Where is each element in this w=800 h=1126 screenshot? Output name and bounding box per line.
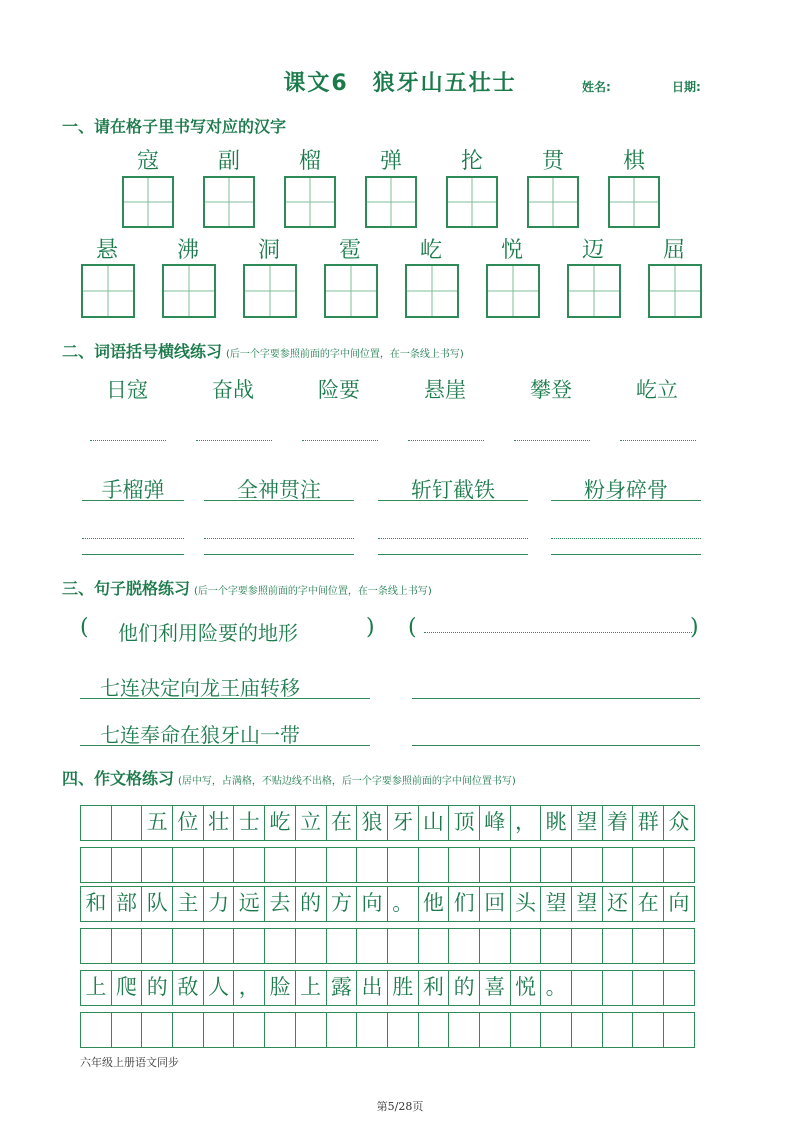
composition-cell[interactable]: 主 bbox=[173, 887, 204, 921]
composition-cell[interactable]: 的 bbox=[142, 971, 173, 1005]
page-title: 课文6 狼牙山五壮士 bbox=[283, 71, 517, 96]
composition-cell[interactable]: 上 bbox=[81, 971, 112, 1005]
sentence-2-line bbox=[80, 698, 370, 699]
composition-cell[interactable]: 望 bbox=[541, 887, 572, 921]
practice-word: 手榴弹 bbox=[101, 478, 165, 502]
paren-word: 攀登 bbox=[530, 378, 572, 402]
composition-cell[interactable]: 露 bbox=[327, 971, 358, 1005]
writing-box[interactable] bbox=[648, 264, 702, 318]
composition-cell[interactable]: 敌 bbox=[173, 971, 204, 1005]
composition-cell[interactable]: ， bbox=[511, 806, 542, 840]
composition-cell[interactable] bbox=[327, 1013, 358, 1047]
writing-box[interactable] bbox=[324, 264, 378, 318]
writing-box[interactable] bbox=[122, 176, 174, 228]
composition-cell[interactable]: 山 bbox=[419, 806, 450, 840]
composition-cell[interactable] bbox=[357, 1013, 388, 1047]
paren-blank[interactable] bbox=[90, 440, 166, 441]
paren-blank[interactable] bbox=[620, 440, 696, 441]
composition-cell[interactable]: 上 bbox=[296, 971, 327, 1005]
composition-cell[interactable] bbox=[633, 848, 664, 882]
section1-heading: 一、请在格子里书写对应的汉字 bbox=[62, 117, 287, 136]
composition-cell[interactable]: 爬 bbox=[112, 971, 143, 1005]
word-baseline bbox=[204, 500, 354, 501]
paren-blank[interactable] bbox=[302, 440, 378, 441]
composition-cell[interactable] bbox=[419, 848, 450, 882]
composition-cell[interactable] bbox=[572, 848, 603, 882]
composition-cell[interactable] bbox=[112, 848, 143, 882]
composition-cell[interactable] bbox=[603, 929, 634, 963]
sentence-3: 七连奉命在狼牙山一带 bbox=[100, 723, 300, 747]
composition-cell[interactable]: 们 bbox=[449, 887, 480, 921]
copy-dotted-line[interactable] bbox=[204, 538, 354, 539]
composition-cell[interactable] bbox=[296, 848, 327, 882]
composition-cell[interactable] bbox=[388, 848, 419, 882]
composition-cell[interactable] bbox=[204, 929, 235, 963]
answer-paren-open: ( bbox=[408, 615, 417, 640]
composition-cell[interactable]: 部 bbox=[112, 887, 143, 921]
composition-cell[interactable] bbox=[480, 848, 511, 882]
composition-cell[interactable] bbox=[173, 1013, 204, 1047]
composition-cell[interactable] bbox=[296, 1013, 327, 1047]
section1-char: 弹 bbox=[379, 149, 402, 174]
copy-baseline[interactable] bbox=[204, 554, 354, 555]
composition-cell[interactable] bbox=[633, 929, 664, 963]
writing-box[interactable] bbox=[365, 176, 417, 228]
composition-cell[interactable]: 牙 bbox=[388, 806, 419, 840]
writing-box[interactable] bbox=[203, 176, 255, 228]
paren-word: 险要 bbox=[318, 378, 360, 402]
composition-cell[interactable] bbox=[449, 848, 480, 882]
practice-word: 全神贯注 bbox=[237, 478, 321, 502]
paren-blank[interactable] bbox=[196, 440, 272, 441]
section1-char: 抡 bbox=[460, 149, 483, 174]
composition-cell[interactable] bbox=[112, 806, 143, 840]
composition-cell[interactable] bbox=[511, 929, 542, 963]
composition-cell[interactable] bbox=[142, 848, 173, 882]
composition-cell[interactable]: 力 bbox=[204, 887, 235, 921]
composition-cell[interactable]: 五 bbox=[142, 806, 173, 840]
copy-baseline[interactable] bbox=[551, 554, 701, 555]
section2-heading bbox=[62, 339, 464, 362]
answer-dotted-line[interactable] bbox=[424, 632, 692, 633]
section3-note: (后一个字要参照前面的字中间位置，在一条线上书写) bbox=[194, 586, 432, 597]
composition-cell[interactable] bbox=[357, 929, 388, 963]
composition-cell[interactable] bbox=[664, 1013, 695, 1047]
book-label: 六年级上册语文同步 bbox=[80, 1056, 179, 1069]
composition-cell[interactable] bbox=[265, 848, 296, 882]
word-baseline bbox=[551, 500, 701, 501]
composition-cell[interactable]: 去 bbox=[265, 887, 296, 921]
composition-cell[interactable]: 他 bbox=[419, 887, 450, 921]
writing-box[interactable] bbox=[284, 176, 336, 228]
composition-cell[interactable] bbox=[603, 1013, 634, 1047]
composition-cell[interactable] bbox=[81, 806, 112, 840]
section1-char: 棋 bbox=[622, 149, 645, 174]
writing-box[interactable] bbox=[405, 264, 459, 318]
writing-box[interactable] bbox=[162, 264, 216, 318]
composition-cell[interactable]: 还 bbox=[603, 887, 634, 921]
composition-cell[interactable] bbox=[419, 929, 450, 963]
composition-cell[interactable]: 和 bbox=[81, 887, 112, 921]
composition-row bbox=[80, 928, 695, 964]
composition-cell[interactable]: 出 bbox=[357, 971, 388, 1005]
section1-char: 洞 bbox=[257, 238, 280, 263]
composition-cell[interactable]: 众 bbox=[664, 806, 695, 840]
composition-cell[interactable] bbox=[572, 1013, 603, 1047]
composition-cell[interactable]: 脸 bbox=[265, 971, 296, 1005]
composition-cell[interactable]: 。 bbox=[388, 887, 419, 921]
composition-cell[interactable]: 胜 bbox=[388, 971, 419, 1005]
composition-cell[interactable] bbox=[480, 1013, 511, 1047]
writing-box[interactable] bbox=[81, 264, 135, 318]
composition-cell[interactable] bbox=[142, 1013, 173, 1047]
composition-cell[interactable] bbox=[633, 971, 664, 1005]
composition-cell[interactable] bbox=[511, 848, 542, 882]
composition-cell[interactable] bbox=[265, 929, 296, 963]
composition-cell[interactable] bbox=[112, 1013, 143, 1047]
paren-word: 奋战 bbox=[212, 378, 254, 402]
composition-cell[interactable] bbox=[296, 929, 327, 963]
composition-cell[interactable]: ， bbox=[234, 971, 265, 1005]
name-label: 姓名: bbox=[582, 80, 611, 94]
composition-cell[interactable] bbox=[511, 1013, 542, 1047]
composition-cell[interactable]: 方 bbox=[327, 887, 358, 921]
composition-cell[interactable]: 望 bbox=[572, 887, 603, 921]
composition-cell[interactable]: 峰 bbox=[480, 806, 511, 840]
composition-cell[interactable] bbox=[603, 971, 634, 1005]
copy-dotted-line[interactable] bbox=[378, 538, 528, 539]
composition-cell[interactable]: 望 bbox=[572, 806, 603, 840]
paren-word: 日寇 bbox=[106, 378, 148, 402]
copy-dotted-line[interactable] bbox=[551, 538, 701, 539]
practice-word: 斩钉截铁 bbox=[411, 478, 495, 502]
copy-baseline[interactable] bbox=[378, 554, 528, 555]
composition-cell[interactable]: 悦 bbox=[511, 971, 542, 1005]
composition-cell[interactable] bbox=[234, 929, 265, 963]
composition-cell[interactable]: 的 bbox=[296, 887, 327, 921]
composition-cell[interactable]: 喜 bbox=[480, 971, 511, 1005]
section1-char: 悬 bbox=[95, 238, 118, 263]
composition-cell[interactable]: 在 bbox=[327, 806, 358, 840]
composition-cell[interactable] bbox=[234, 1013, 265, 1047]
composition-cell[interactable] bbox=[204, 848, 235, 882]
section1-char: 贯 bbox=[541, 149, 564, 174]
composition-cell[interactable] bbox=[327, 848, 358, 882]
composition-cell[interactable] bbox=[541, 1013, 572, 1047]
composition-cell[interactable] bbox=[81, 929, 112, 963]
section1-char: 副 bbox=[217, 149, 240, 174]
composition-cell[interactable] bbox=[204, 1013, 235, 1047]
composition-cell[interactable]: 壮 bbox=[204, 806, 235, 840]
section3-heading bbox=[62, 576, 432, 599]
section1-char: 寇 bbox=[136, 149, 159, 174]
composition-cell[interactable] bbox=[572, 929, 603, 963]
paren-word: 悬崖 bbox=[424, 378, 466, 402]
writing-box[interactable] bbox=[608, 176, 660, 228]
section1-char: 悦 bbox=[500, 238, 523, 263]
writing-box[interactable] bbox=[527, 176, 579, 228]
composition-cell[interactable]: 人 bbox=[204, 971, 235, 1005]
composition-cell[interactable] bbox=[357, 848, 388, 882]
composition-cell[interactable] bbox=[388, 929, 419, 963]
answer-line-2[interactable] bbox=[412, 698, 700, 699]
page-number: 第5/28页 bbox=[376, 1100, 424, 1113]
composition-cell[interactable] bbox=[81, 1013, 112, 1047]
composition-cell[interactable] bbox=[265, 1013, 296, 1047]
date-label: 日期: bbox=[672, 80, 701, 94]
composition-cell[interactable] bbox=[112, 929, 143, 963]
section1-char: 沸 bbox=[176, 238, 199, 263]
composition-cell[interactable] bbox=[449, 1013, 480, 1047]
composition-cell[interactable] bbox=[327, 929, 358, 963]
section1-char: 雹 bbox=[338, 238, 361, 263]
section4-title: 四、作文格练习 bbox=[62, 769, 175, 788]
composition-cell[interactable]: 向 bbox=[357, 887, 388, 921]
composition-row bbox=[80, 847, 695, 883]
composition-cell[interactable] bbox=[664, 848, 695, 882]
composition-cell[interactable] bbox=[419, 1013, 450, 1047]
copy-baseline[interactable] bbox=[82, 554, 184, 555]
writing-box[interactable] bbox=[243, 264, 297, 318]
paren-blank[interactable] bbox=[408, 440, 484, 441]
composition-cell[interactable] bbox=[480, 929, 511, 963]
section2-note: (后一个字要参照前面的字中间位置，在一条线上书写) bbox=[226, 349, 464, 360]
section2-title: 二、词语括号横线练习 bbox=[62, 342, 223, 361]
composition-cell[interactable] bbox=[234, 848, 265, 882]
composition-cell[interactable] bbox=[541, 848, 572, 882]
section3-title: 三、句子脱格练习 bbox=[62, 579, 191, 598]
composition-cell[interactable] bbox=[142, 929, 173, 963]
section1-char: 迈 bbox=[581, 238, 604, 263]
sentence-paren-close: ) bbox=[366, 615, 375, 640]
composition-row bbox=[80, 1012, 695, 1048]
section1-char: 榴 bbox=[298, 149, 321, 174]
composition-cell[interactable] bbox=[173, 929, 204, 963]
composition-cell[interactable]: 眺 bbox=[541, 806, 572, 840]
composition-cell[interactable]: 着 bbox=[603, 806, 634, 840]
composition-cell[interactable]: 在 bbox=[633, 887, 664, 921]
composition-cell[interactable] bbox=[664, 971, 695, 1005]
composition-cell[interactable]: 回 bbox=[480, 887, 511, 921]
copy-dotted-line[interactable] bbox=[82, 538, 184, 539]
section4-note: (居中写，占满格，不贴边线不出格，后一个字要参照前面的字中间位置书写) bbox=[178, 776, 516, 787]
sentence-3-line bbox=[80, 745, 370, 746]
composition-cell[interactable]: 狼 bbox=[357, 806, 388, 840]
answer-line-3[interactable] bbox=[412, 745, 700, 746]
composition-cell[interactable]: 屹 bbox=[265, 806, 296, 840]
section1-char: 屈 bbox=[662, 238, 685, 263]
sentence-1: 他们利用险要的地形 bbox=[118, 621, 298, 645]
composition-cell[interactable]: 利 bbox=[419, 971, 450, 1005]
composition-cell[interactable] bbox=[388, 1013, 419, 1047]
composition-cell[interactable]: 顶 bbox=[449, 806, 480, 840]
composition-row bbox=[80, 805, 695, 841]
composition-cell[interactable]: 位 bbox=[173, 806, 204, 840]
sentence-2: 七连决定向龙王庙转移 bbox=[100, 676, 300, 700]
word-baseline bbox=[378, 500, 528, 501]
composition-cell[interactable] bbox=[173, 848, 204, 882]
composition-cell[interactable]: 的 bbox=[449, 971, 480, 1005]
composition-cell[interactable] bbox=[664, 929, 695, 963]
composition-cell[interactable]: 立 bbox=[296, 806, 327, 840]
composition-cell[interactable] bbox=[603, 848, 634, 882]
composition-cell[interactable]: 向 bbox=[664, 887, 695, 921]
composition-cell[interactable] bbox=[81, 848, 112, 882]
sentence-paren-open: ( bbox=[80, 615, 89, 640]
paren-word: 屹立 bbox=[636, 378, 678, 402]
paren-blank[interactable] bbox=[514, 440, 590, 441]
section4-heading bbox=[62, 766, 516, 789]
word-baseline bbox=[82, 500, 184, 501]
writing-box[interactable] bbox=[446, 176, 498, 228]
composition-cell[interactable] bbox=[572, 971, 603, 1005]
composition-cell[interactable]: 群 bbox=[633, 806, 664, 840]
composition-cell[interactable] bbox=[541, 929, 572, 963]
writing-box[interactable] bbox=[567, 264, 621, 318]
section1-char: 屹 bbox=[419, 238, 442, 263]
answer-paren-close: ) bbox=[690, 615, 699, 640]
composition-cell[interactable] bbox=[633, 1013, 664, 1047]
composition-cell[interactable]: 士 bbox=[234, 806, 265, 840]
practice-word: 粉身碎骨 bbox=[584, 478, 668, 502]
writing-box[interactable] bbox=[486, 264, 540, 318]
composition-cell[interactable]: 队 bbox=[142, 887, 173, 921]
composition-cell[interactable] bbox=[449, 929, 480, 963]
composition-cell[interactable]: 。 bbox=[541, 971, 572, 1005]
composition-cell[interactable]: 头 bbox=[511, 887, 542, 921]
composition-cell[interactable]: 远 bbox=[234, 887, 265, 921]
composition-row bbox=[80, 970, 695, 1006]
composition-row bbox=[80, 886, 695, 922]
